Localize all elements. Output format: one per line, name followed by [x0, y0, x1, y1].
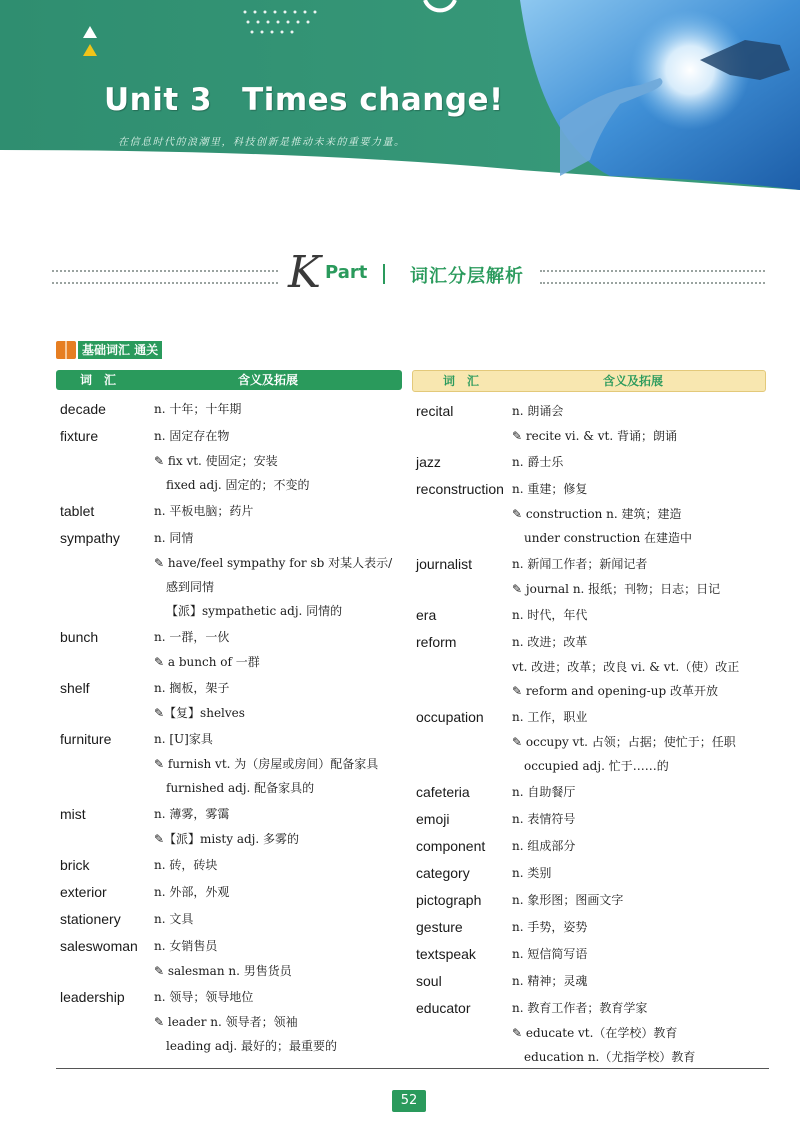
vocab-entry [56, 852, 402, 879]
vocab-entry [56, 396, 402, 423]
extension-line: ✎ a bunch of 一群 [154, 655, 260, 669]
vocab-list-left [56, 396, 402, 1059]
definition-line: n. 重建；修复 [512, 482, 588, 496]
vocab-definitions [154, 984, 337, 1058]
vocab-entry [56, 984, 402, 1059]
definition-line: n. 象形图；图画文字 [512, 893, 624, 907]
vocab-entry [412, 887, 766, 914]
extension-line: ✎ educate vt.（在学校）教育 [512, 1026, 678, 1040]
vocab-definitions [512, 941, 587, 967]
vocab-entry [412, 779, 766, 806]
vocab-entry [412, 833, 766, 860]
extension-line: ✎ reform and opening-up 改革开放 [512, 684, 718, 698]
section-label-text: 基础词汇 通关 [78, 341, 162, 359]
vocab-word: soul [416, 973, 442, 989]
unit-subtitle: 在信息时代的浪潮里，科技创新是推动未来的重要力量。 [118, 137, 406, 148]
extension-line: leading adj. 最好的；最重要的 [166, 1039, 338, 1053]
vocab-definitions [154, 624, 260, 674]
vocab-entry [412, 806, 766, 833]
extension-line: ✎ occupy vt. 占领；占据；使忙于；任职 [512, 735, 736, 749]
part-header [52, 247, 765, 300]
vocab-word: gesture [416, 919, 463, 935]
vocab-definitions [154, 423, 310, 497]
vocab-word: saleswoman [60, 938, 138, 954]
vocab-word: era [416, 607, 437, 623]
vocab-definitions [512, 551, 720, 601]
extension-line: fixed adj. 固定的；不变的 [166, 478, 310, 492]
vocab-entry [412, 629, 766, 704]
definition-line: n. 朗诵会 [512, 404, 564, 418]
vocab-word: mist [60, 806, 86, 822]
part-letter: K [288, 247, 321, 298]
extension-line: ✎ journal n. 报纸；刊物；日志；日记 [512, 582, 721, 596]
vocab-entry [412, 551, 766, 602]
vocab-word: recital [416, 403, 454, 419]
footer-rule [56, 1068, 769, 1069]
vocab-definitions [154, 852, 217, 878]
vocab-entry [412, 704, 766, 779]
definition-line: n. 改进；改革 [512, 635, 588, 649]
extension-line: occupied adj. 忙于……的 [524, 759, 669, 773]
definition-line: n. 爵士乐 [512, 455, 564, 469]
vocab-entry [56, 726, 402, 801]
vocab-definitions [154, 726, 378, 800]
definition-line: n. 精神；灵魂 [512, 974, 588, 988]
vocab-definitions [154, 675, 245, 725]
definition-line: n. 短信简写语 [512, 947, 588, 961]
vocab-entry [56, 525, 402, 624]
definition-line: n. 薄雾，雾霭 [154, 807, 230, 821]
extension-line: ✎ construction n. 建筑；建造 [512, 507, 682, 521]
vocab-word: fixture [60, 428, 99, 444]
vocab-entry [56, 933, 402, 984]
vocab-word: decade [60, 401, 106, 417]
definition-line: n. 固定存在物 [154, 429, 230, 443]
vocab-definitions [512, 779, 575, 805]
vocab-definitions [512, 968, 587, 994]
vocab-entry [412, 398, 766, 449]
definition-line: n. 一群，一伙 [154, 630, 230, 644]
vocab-word: educator [416, 1000, 471, 1016]
vocab-definitions [512, 833, 575, 859]
vocab-definitions [154, 933, 292, 983]
definition-line: n. 手势，姿势 [512, 920, 588, 934]
vocab-entry [412, 602, 766, 629]
vocab-definitions [154, 396, 241, 422]
table-header-left [56, 370, 402, 390]
vocab-word: leadership [60, 989, 125, 1005]
vocab-word: journalist [416, 556, 473, 572]
vocab-word: bunch [60, 629, 99, 645]
definition-line: n. 新闻工作者；新闻记者 [512, 557, 648, 571]
extension-line: ✎ have/feel sympathy for sb 对某人表示/ [154, 556, 393, 570]
extension-line: ✎ leader n. 领导者；领袖 [154, 1015, 298, 1029]
vocab-word: pictograph [416, 892, 482, 908]
dotted-rule-left [52, 270, 278, 284]
extension-line: ✎【复】shelves [154, 706, 245, 720]
definition-line: n. 自助餐厅 [512, 785, 576, 799]
vocab-word: exterior [60, 884, 107, 900]
extension-line: furnished adj. 配备家具的 [166, 781, 315, 795]
extension-line: 感到同情 [166, 580, 215, 594]
extension-line: vt. 改进；改革；改良 vi. & vt.（使）改正 [512, 660, 740, 674]
vocab-word: shelf [60, 680, 90, 696]
definition-line: n. 女销售员 [154, 939, 218, 953]
vocab-definitions [154, 879, 229, 905]
vocab-definitions [512, 860, 551, 886]
unit-name: Times change! [242, 82, 504, 118]
unit-title [104, 82, 504, 118]
definition-line: n. 文具 [154, 912, 194, 926]
vocab-entry [412, 914, 766, 941]
header-word: 词 汇 [443, 374, 480, 388]
vocab-word: emoji [416, 811, 450, 827]
vocab-definitions [512, 704, 736, 778]
vocab-entry [56, 423, 402, 498]
definition-line: n. 领导；领导地位 [154, 990, 254, 1004]
vocab-definitions [154, 525, 392, 623]
definition-line: n. 平板电脑；药片 [154, 504, 254, 518]
vocab-definitions [512, 806, 575, 832]
vocab-definitions [512, 995, 695, 1069]
vocab-entry [56, 675, 402, 726]
extension-line: ✎ recite vi. & vt. 背诵；朗诵 [512, 429, 677, 443]
definition-line: n. 时代，年代 [512, 608, 588, 622]
vocab-word: textspeak [416, 946, 476, 962]
vocab-entry [412, 476, 766, 551]
vocab-column-left [56, 370, 402, 1059]
definition-line: n. 搁板，架子 [154, 681, 230, 695]
extension-line: ✎ salesman n. 男售货员 [154, 964, 292, 978]
vocab-entry [56, 624, 402, 675]
vocab-word: cafeteria [416, 784, 470, 800]
header-word: 词 汇 [80, 373, 117, 387]
definition-line: n. 砖，砖块 [154, 858, 218, 872]
vocab-entry [412, 449, 766, 476]
definition-line: n. [U]家具 [154, 732, 213, 746]
extension-line: education n.（尤指学校）教育 [524, 1050, 696, 1064]
vocab-word: brick [60, 857, 90, 873]
extension-line: under construction 在建造中 [524, 531, 693, 545]
vocab-word: stationery [60, 911, 121, 927]
vocab-word: reconstruction [416, 481, 504, 497]
definition-line: n. 表情符号 [512, 812, 576, 826]
vocab-word: component [416, 838, 486, 854]
vocab-column-right [412, 370, 766, 1070]
definition-line: n. 类别 [512, 866, 552, 880]
unit-banner [0, 0, 800, 190]
definition-line: n. 外部，外观 [154, 885, 230, 899]
extension-line: ✎ furnish vt. 为（房屋或房间）配备家具 [154, 757, 379, 771]
table-header-right [412, 370, 766, 392]
vocab-word: reform [416, 634, 457, 650]
extension-line: 【派】sympathetic adj. 同情的 [166, 604, 343, 618]
dotted-rule-right [540, 270, 765, 284]
vocab-word: furniture [60, 731, 112, 747]
vocab-definitions [512, 476, 692, 550]
vocab-word: sympathy [60, 530, 120, 546]
definition-line: n. 教育工作者；教育学家 [512, 1001, 648, 1015]
vocab-entry [56, 498, 402, 525]
vocab-definitions [512, 629, 739, 703]
definition-line: n. 工作，职业 [512, 710, 588, 724]
vocab-definitions [512, 398, 677, 448]
definition-line: n. 十年；十年期 [154, 402, 242, 416]
vocab-word: occupation [416, 709, 484, 725]
vocab-word: tablet [60, 503, 95, 519]
part-label: Part [325, 262, 368, 283]
extension-line: ✎ fix vt. 使固定；安装 [154, 454, 278, 468]
vocab-definitions [512, 914, 587, 940]
vocab-definitions [154, 801, 299, 851]
vocab-entry [412, 995, 766, 1070]
page-number: 52 [392, 1090, 426, 1112]
definition-line: n. 组成部分 [512, 839, 576, 853]
book-icon [56, 341, 76, 359]
vocab-definitions [154, 498, 253, 524]
vocab-entry [56, 879, 402, 906]
vocab-entry [56, 801, 402, 852]
vocab-entry [56, 906, 402, 933]
vocab-definitions [512, 449, 563, 475]
unit-number: Unit 3 [104, 82, 213, 118]
vocab-definitions [512, 602, 587, 628]
header-meaning: 含义及拓展 [238, 373, 299, 387]
vocab-word: category [416, 865, 470, 881]
vocab-definitions [154, 906, 193, 932]
part-divider [383, 264, 385, 284]
vocab-definitions [512, 887, 623, 913]
part-title: 词汇分层解析 [410, 266, 524, 287]
header-meaning: 含义及拓展 [603, 374, 664, 388]
vocab-word: jazz [416, 454, 441, 470]
vocab-entry [412, 941, 766, 968]
extension-line: ✎【派】misty adj. 多雾的 [154, 832, 300, 846]
definition-line: n. 同情 [154, 531, 194, 545]
vocab-list-right [412, 398, 766, 1070]
vocab-entry [412, 968, 766, 995]
vocab-entry [412, 860, 766, 887]
